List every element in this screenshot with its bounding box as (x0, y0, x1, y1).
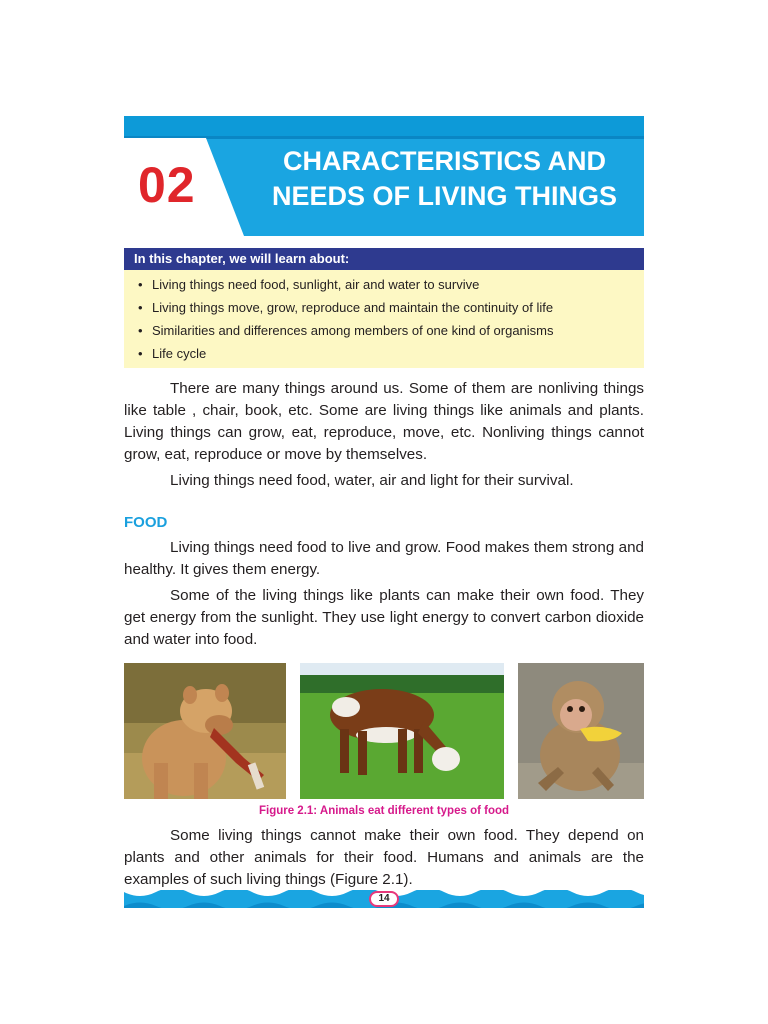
page-number: 14 (369, 891, 399, 907)
figure-animals (124, 663, 644, 799)
food-paragraph-3: Some living things cannot make their own food. They depend on plants and other animals for their food. Humans and animals are the examples of such living things (Figure 2.1). (124, 827, 644, 888)
objective-item: • Living things move, grow, reproduce and maintain the continuity of life (138, 300, 554, 315)
page-footer (124, 890, 644, 908)
chapter-title (252, 144, 637, 214)
objective-item: • Similarities and differences among members of one kind of organisms (138, 323, 554, 338)
section-heading-food: FOOD (124, 514, 168, 531)
figure-caption: Figure 2.1: Animals eat different types of food (258, 805, 510, 817)
food-paragraph-1: Living things need food to live and grow. Food makes them strong and healthy. It gives them energy. (124, 539, 644, 578)
chapter-banner (124, 116, 644, 236)
objective-item: • Life cycle (138, 346, 207, 361)
objective-item: • Living things need food, sunlight, air and water to survive (138, 277, 480, 292)
chapter-number: 02 (138, 157, 196, 213)
intro-paragraph: There are many things around us. Some of them are nonliving things like table , chair, book, etc. Some are living things like animals and plants. Living things can grow, eat, reproduce, move, etc. Nonliving things cannot grow, eat, reproduce or move by themselves. (124, 380, 644, 463)
learning-objectives-box (124, 248, 644, 368)
lioness-photo (124, 663, 286, 799)
textbook-page (124, 116, 644, 891)
intro-paragraph-survival: Living things need food, water, air and light for their survival. (170, 472, 574, 489)
monkey-photo (518, 663, 644, 799)
chapter-title-line-1: CHARACTERISTICS AND (283, 146, 606, 176)
learning-objectives-list (124, 270, 644, 368)
chapter-title-line-2: NEEDS OF LIVING THINGS (271, 181, 618, 211)
learning-objectives-heading: In this chapter, we will learn about: (124, 248, 644, 270)
cow-photo (300, 663, 504, 799)
food-paragraph-2: Some of the living things like plants can make their own food. They get energy from the sunlight. They use light energy to convert carbon dioxide and water into food. (124, 587, 644, 648)
